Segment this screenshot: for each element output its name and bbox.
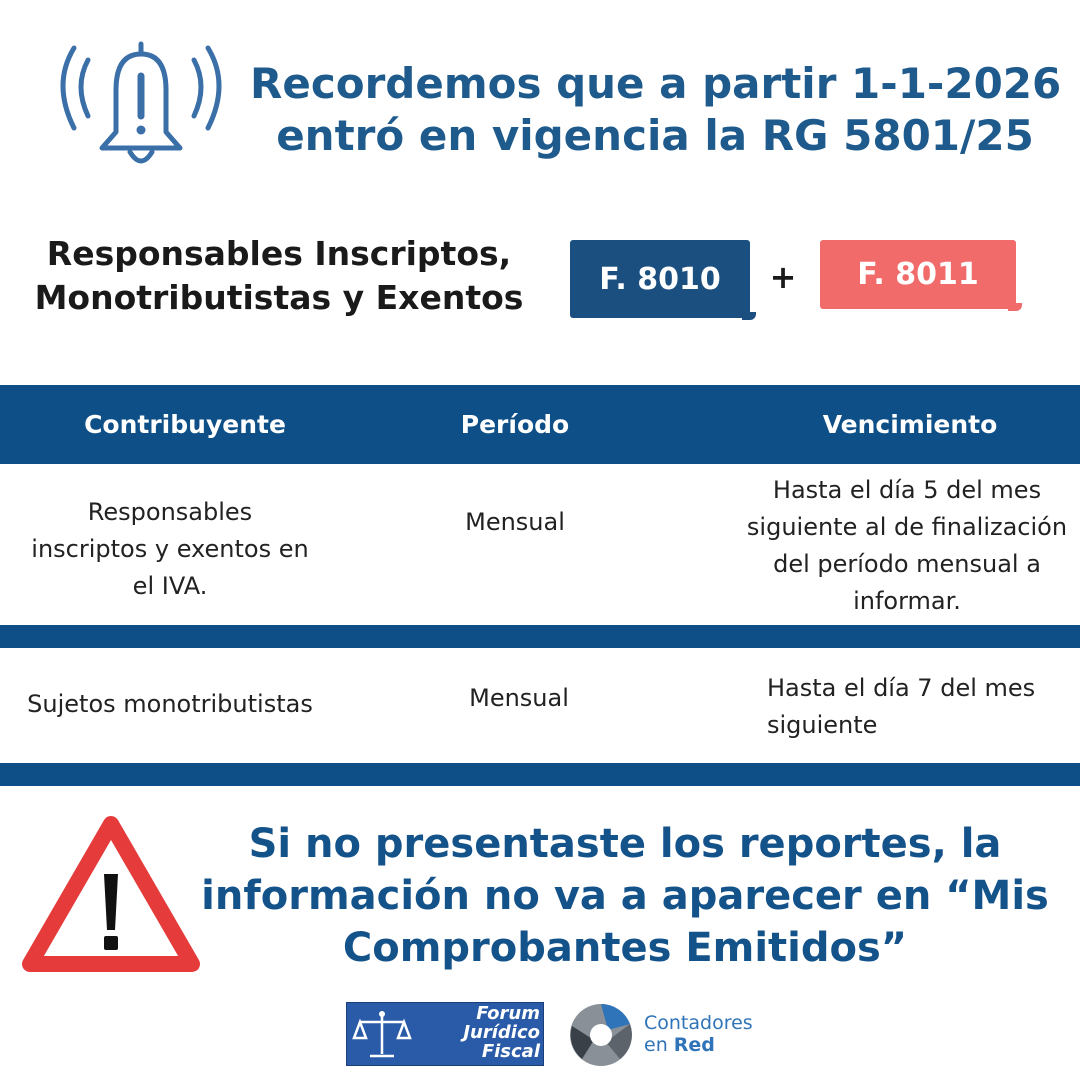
row-1-vencimiento-line-2: siguiente al de finalización: [746, 513, 1068, 541]
form-8011-badge: F. 8011: [820, 240, 1016, 309]
form-8010-badge: F. 8010: [570, 240, 750, 318]
headline-line-2: entró en vigencia la RG 5801/25: [276, 111, 1034, 160]
row-1-contribuyente-line-2: inscriptos y exentos en: [31, 535, 309, 563]
scales-of-justice-icon: [352, 1008, 412, 1062]
plus-sign: +: [769, 258, 797, 296]
row-2-periodo: Mensual: [469, 684, 569, 712]
row-1-periodo: Mensual: [465, 508, 565, 536]
row-2-vencimiento-line-1: Hasta el día 7 del mes: [767, 674, 1036, 702]
headline-line-1: Recordemos que a partir 1-1-2026: [250, 59, 1062, 108]
row-1-contribuyente: [20, 494, 320, 605]
subject-line-2: Monotributistas y Exentos: [34, 278, 524, 317]
column-header-periodo: Período: [460, 410, 570, 439]
column-header-vencimiento: Vencimiento: [822, 410, 998, 439]
table-header: [0, 385, 1080, 464]
row-2-vencimiento-line-2: siguiente: [767, 711, 878, 739]
column-header-contribuyente: Contribuyente: [84, 410, 286, 439]
row-1-vencimiento-line-1: Hasta el día 5 del mes: [772, 476, 1042, 504]
contadores-logo-line-1: Contadores: [644, 1012, 753, 1034]
forum-logo-line-2: Jurídico: [463, 1022, 540, 1043]
contadores-logo-red: Red: [673, 1034, 715, 1056]
camera-aperture-icon: [568, 1002, 634, 1068]
forum-logo-line-3: Fiscal: [481, 1041, 540, 1062]
warning-line-1: Si no presentaste los reportes, la: [248, 821, 1002, 867]
row-2-contribuyente: Sujetos monotributistas: [27, 690, 313, 718]
bell-alert-icon: [46, 36, 236, 176]
warning-message: [200, 818, 1050, 974]
subject-heading: [14, 232, 544, 320]
row-2-vencimiento: [767, 670, 1067, 744]
row-1-vencimiento-line-4: informar.: [853, 587, 961, 615]
contadores-logo-en: en: [644, 1034, 668, 1056]
row-1-vencimiento: [732, 472, 1080, 620]
row-1-vencimiento-line-3: del período mensual a: [773, 550, 1041, 578]
warning-triangle-icon: [20, 812, 202, 977]
warning-line-2: información no va a aparecer en “Mis: [201, 873, 1049, 919]
row-1-contribuyente-line-3: el IVA.: [132, 572, 208, 600]
headline: [250, 58, 1060, 162]
forum-logo-line-1: Forum: [476, 1003, 540, 1024]
row-divider: [0, 625, 1080, 648]
row-1-contribuyente-line-1: Responsables: [87, 498, 253, 526]
forum-logo-text: [412, 1004, 540, 1061]
form-8010-badge-tail: [742, 312, 756, 320]
table-bottom-band: [0, 763, 1080, 786]
warning-line-3: Comprobantes Emitidos”: [342, 925, 908, 971]
contadores-en-red-logo-text: [644, 1012, 753, 1056]
subject-line-1: Responsables Inscriptos,: [46, 234, 512, 273]
form-8011-badge-tail: [1008, 303, 1022, 311]
